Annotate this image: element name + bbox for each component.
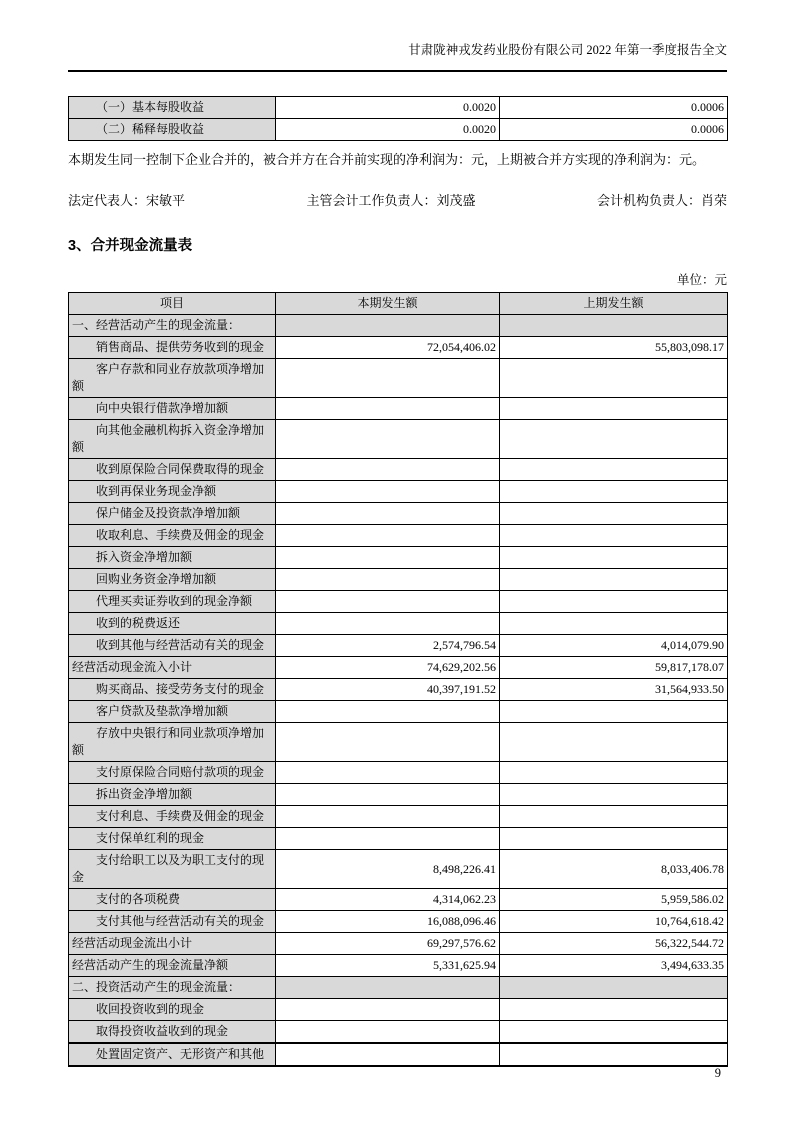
current-period-cell	[276, 525, 500, 547]
table-row	[69, 911, 728, 933]
cashflow-table	[68, 292, 728, 1067]
table-row	[69, 850, 728, 889]
table-row	[69, 1021, 728, 1044]
table-row	[69, 591, 728, 613]
table-row	[69, 459, 728, 481]
row-label-cell: 购买商品、接受劳务支付的现金	[69, 679, 276, 701]
eps-table	[68, 96, 728, 141]
prior-period-cell: 0.0006	[500, 97, 728, 119]
prior-period-cell	[500, 613, 728, 635]
row-label-cell: 收到原保险合同保费取得的现金	[69, 459, 276, 481]
row-label-cell: 收到再保业务现金净额	[69, 481, 276, 503]
row-label-cell: 支付原保险合同赔付款项的现金	[69, 762, 276, 784]
prior-period-cell	[500, 503, 728, 525]
prior-period-cell	[500, 591, 728, 613]
prior-period-cell	[500, 420, 728, 459]
current-period-cell: 16,088,096.46	[276, 911, 500, 933]
current-period-cell: 2,574,796.54	[276, 635, 500, 657]
prior-period-cell	[500, 784, 728, 806]
row-label-cell: 二、投资活动产生的现金流量：	[69, 977, 276, 999]
table-row	[69, 569, 728, 591]
table-row	[69, 955, 728, 977]
current-period-cell	[276, 762, 500, 784]
current-period-cell	[276, 591, 500, 613]
current-period-cell	[276, 547, 500, 569]
legal-representative: 法定代表人：宋敏平	[68, 193, 186, 208]
current-period-cell	[276, 569, 500, 591]
row-label-cell: 回购业务资金净增加额	[69, 569, 276, 591]
prior-period-cell: 3,494,633.35	[500, 955, 728, 977]
row-label-cell: （一）基本每股收益	[69, 97, 276, 119]
prior-period-cell: 55,803,098.17	[500, 337, 728, 359]
row-label-cell: 收到其他与经营活动有关的现金	[69, 635, 276, 657]
row-label-cell: 客户存款和同业存放款项净增加额	[69, 359, 276, 398]
row-label-cell: （二）稀释每股收益	[69, 119, 276, 141]
row-label-cell: 支付利息、手续费及佣金的现金	[69, 806, 276, 828]
current-period-cell	[276, 977, 500, 999]
report-title: 甘肃陇神戎发药业股份有限公司 2022 年第一季度报告全文	[408, 43, 727, 57]
section-heading: 3、合并现金流量表	[68, 238, 193, 254]
current-period-cell	[276, 315, 500, 337]
current-period-cell	[276, 359, 500, 398]
prior-period-cell: 0.0006	[500, 119, 728, 141]
table-row	[69, 635, 728, 657]
prior-period-cell	[500, 315, 728, 337]
row-label-cell: 一、经营活动产生的现金流量：	[69, 315, 276, 337]
table-row	[69, 784, 728, 806]
col-header-prior-period: 上期发生额	[500, 293, 728, 315]
prior-period-cell: 56,322,544.72	[500, 933, 728, 955]
table-row	[69, 889, 728, 911]
table-row	[69, 315, 728, 337]
table-row	[69, 933, 728, 955]
table-row	[69, 977, 728, 999]
prior-period-cell	[500, 359, 728, 398]
row-label-cell: 代理买卖证券收到的现金净额	[69, 591, 276, 613]
table-row	[69, 613, 728, 635]
row-label-cell: 取得投资收益收到的现金	[69, 1021, 276, 1044]
current-period-cell: 74,629,202.56	[276, 657, 500, 679]
current-period-cell	[276, 420, 500, 459]
table-row	[69, 999, 728, 1021]
table-row	[69, 119, 728, 141]
prior-period-cell	[500, 569, 728, 591]
row-label-cell: 支付其他与经营活动有关的现金	[69, 911, 276, 933]
row-label-cell: 向其他金融机构拆入资金净增加额	[69, 420, 276, 459]
table-row	[69, 679, 728, 701]
table-header-row	[69, 293, 728, 315]
current-period-cell	[276, 503, 500, 525]
current-period-cell	[276, 613, 500, 635]
table-row	[69, 359, 728, 398]
merger-note: 本期发生同一控制下企业合并的，被合并方在合并前实现的净利润为：元，上期被合并方实现的净利润为：元。	[68, 152, 706, 167]
table-row	[69, 657, 728, 679]
prior-period-cell	[500, 999, 728, 1021]
row-label-cell: 客户贷款及垫款净增加额	[69, 701, 276, 723]
table-row	[69, 337, 728, 359]
current-period-cell	[276, 999, 500, 1021]
prior-period-cell	[500, 1043, 728, 1066]
row-label-cell: 经营活动产生的现金流量净额	[69, 955, 276, 977]
prior-period-cell	[500, 525, 728, 547]
row-label-cell: 支付的各项税费	[69, 889, 276, 911]
row-label-cell: 收取利息、手续费及佣金的现金	[69, 525, 276, 547]
current-period-cell: 4,314,062.23	[276, 889, 500, 911]
current-period-cell: 69,297,576.62	[276, 933, 500, 955]
prior-period-cell	[500, 828, 728, 850]
page-number: 9	[714, 1066, 721, 1080]
table-row	[69, 806, 728, 828]
table-row	[69, 525, 728, 547]
table-row	[69, 723, 728, 762]
table-row	[69, 503, 728, 525]
row-label-cell: 向中央银行借款净增加额	[69, 398, 276, 420]
row-label-cell: 支付给职工以及为职工支付的现金	[69, 850, 276, 889]
table-row	[69, 398, 728, 420]
prior-period-cell	[500, 1021, 728, 1044]
prior-period-cell: 10,764,618.42	[500, 911, 728, 933]
current-period-cell: 40,397,191.52	[276, 679, 500, 701]
current-period-cell	[276, 784, 500, 806]
row-label-cell: 拆出资金净增加额	[69, 784, 276, 806]
current-period-cell	[276, 723, 500, 762]
row-label-cell: 销售商品、提供劳务收到的现金	[69, 337, 276, 359]
current-period-cell	[276, 806, 500, 828]
prior-period-cell	[500, 459, 728, 481]
current-period-cell: 72,054,406.02	[276, 337, 500, 359]
table-row	[69, 481, 728, 503]
current-period-cell	[276, 828, 500, 850]
prior-period-cell	[500, 762, 728, 784]
table-row	[69, 97, 728, 119]
table-row	[69, 828, 728, 850]
col-header-current-period: 本期发生额	[276, 293, 500, 315]
table-row	[69, 547, 728, 569]
current-period-cell	[276, 1021, 500, 1044]
row-label-cell: 拆入资金净增加额	[69, 547, 276, 569]
row-label-cell: 存放中央银行和同业款项净增加额	[69, 723, 276, 762]
table-row	[69, 420, 728, 459]
current-period-cell: 5,331,625.94	[276, 955, 500, 977]
prior-period-cell: 59,817,178.07	[500, 657, 728, 679]
current-period-cell: 0.0020	[276, 97, 500, 119]
row-label-cell: 保户储金及投资款净增加额	[69, 503, 276, 525]
current-period-cell	[276, 1043, 500, 1066]
prior-period-cell	[500, 701, 728, 723]
prior-period-cell	[500, 723, 728, 762]
row-label-cell: 收到的税费返还	[69, 613, 276, 635]
row-label-cell: 收回投资收到的现金	[69, 999, 276, 1021]
table-row	[69, 701, 728, 723]
current-period-cell	[276, 701, 500, 723]
row-label-cell: 处置固定资产、无形资产和其他	[69, 1043, 276, 1066]
current-period-cell	[276, 398, 500, 420]
prior-period-cell	[500, 806, 728, 828]
accounting-org-head: 会计机构负责人：肖荣	[596, 193, 727, 208]
accounting-head: 主管会计工作负责人：刘茂盛	[306, 193, 476, 208]
row-label-cell: 支付保单红利的现金	[69, 828, 276, 850]
current-period-cell: 8,498,226.41	[276, 850, 500, 889]
row-label-cell: 经营活动现金流出小计	[69, 933, 276, 955]
col-header-item: 项目	[69, 293, 276, 315]
running-header	[68, 0, 727, 72]
prior-period-cell: 8,033,406.78	[500, 850, 728, 889]
current-period-cell: 0.0020	[276, 119, 500, 141]
prior-period-cell	[500, 398, 728, 420]
signature-row	[68, 190, 727, 209]
table-row	[69, 762, 728, 784]
current-period-cell	[276, 459, 500, 481]
prior-period-cell	[500, 977, 728, 999]
current-period-cell	[276, 481, 500, 503]
prior-period-cell: 5,959,586.02	[500, 889, 728, 911]
prior-period-cell	[500, 547, 728, 569]
unit-label: 单位：元	[676, 273, 727, 287]
prior-period-cell: 31,564,933.50	[500, 679, 728, 701]
prior-period-cell	[500, 481, 728, 503]
table-row	[69, 1043, 728, 1066]
row-label-cell: 经营活动现金流入小计	[69, 657, 276, 679]
prior-period-cell: 4,014,079.90	[500, 635, 728, 657]
